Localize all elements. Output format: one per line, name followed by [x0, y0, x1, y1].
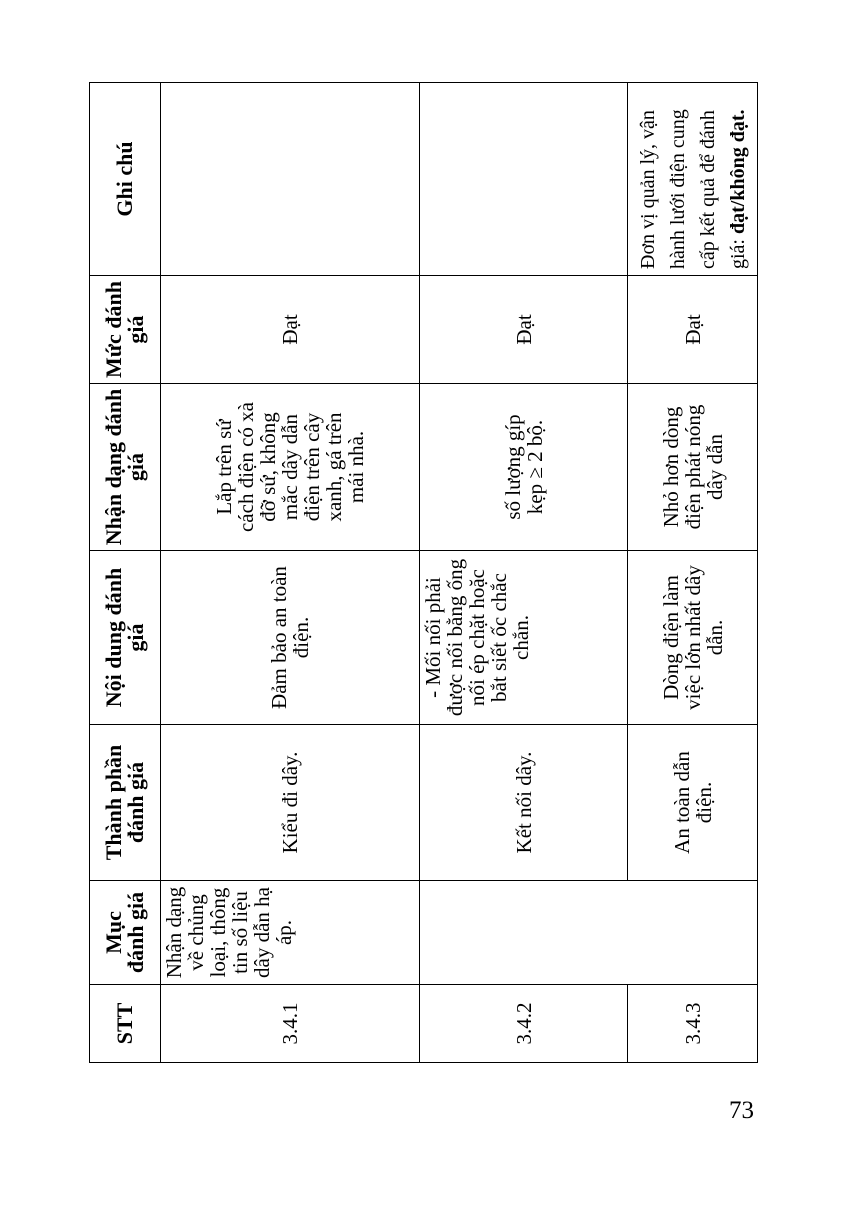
table-row — [161, 83, 420, 1063]
cell-ghi-chu — [161, 83, 420, 276]
rotated-table-wrapper — [89, 83, 757, 1063]
cell-muc-danh-gia-empty — [628, 881, 758, 985]
cell-noi-dung: - Mối nối phải được nối bằng ống nối ép chặt hoặc bắt siết ốc chắc chắn. — [420, 551, 628, 725]
table-row — [420, 83, 628, 1063]
ghi-chu-bold: đạt/không đạt. — [726, 109, 749, 234]
cell-nhan-dang: Lắp trên sứ cách điện có xà đỡ sứ, không mắc dây dẫn điện trên cây xanh, gá trên mái nhà. — [161, 384, 420, 551]
ghi-chu-text: Đơn vị quản lý, vận hành lưới điện cung cấp kết quả để đánh giá: — [636, 109, 749, 269]
cell-ghi-chu — [420, 83, 628, 276]
cell-ghi-chu — [628, 83, 758, 276]
header-noi-dung: Nội dung đánh giá — [90, 551, 161, 725]
cell-thanh-phan: An toàn dẫn điện. — [628, 725, 758, 881]
cell-nhan-dang: Nhỏ hơn dòng điện phát nóng dây dẫn — [628, 384, 758, 551]
cell-thanh-phan: Kiểu đi dây. — [161, 725, 420, 881]
table-row — [628, 83, 758, 1063]
header-ghi-chu: Ghi chú — [90, 83, 161, 276]
evaluation-table — [89, 82, 758, 1063]
cell-muc-danh-gia-empty — [420, 881, 628, 985]
header-thanh-phan: Thành phần đánh giá — [90, 725, 161, 881]
header-row — [90, 83, 161, 1063]
cell-stt: 3.4.1 — [161, 985, 420, 1063]
cell-stt: 3.4.3 — [628, 985, 758, 1063]
cell-nhan-dang: số lượng gíp kẹp ≥ 2 bộ. — [420, 384, 628, 551]
header-nhan-dang: Nhận dạng đánh giá — [90, 384, 161, 551]
header-muc-danh-gia: Mục đánh giá — [90, 881, 161, 985]
cell-noi-dung: Dòng điện làm việc lớn nhất dây dẫn. — [628, 551, 758, 725]
header-stt: STT — [90, 985, 161, 1063]
header-muc-do: Mức đánh giá — [90, 276, 161, 384]
cell-stt: 3.4.2 — [420, 985, 628, 1063]
cell-muc-do: Đạt — [161, 276, 420, 384]
cell-noi-dung: Đảm bảo an toàn điện. — [161, 551, 420, 725]
cell-thanh-phan: Kết nối dây. — [420, 725, 628, 881]
cell-muc-do: Đạt — [420, 276, 628, 384]
cell-muc-do: Đạt — [628, 276, 758, 384]
cell-muc-danh-gia: Nhận dạng về chủng loại, thông tin số liệu dây dẫn hạ áp. — [161, 881, 420, 985]
page-number: 73 — [729, 1097, 754, 1124]
